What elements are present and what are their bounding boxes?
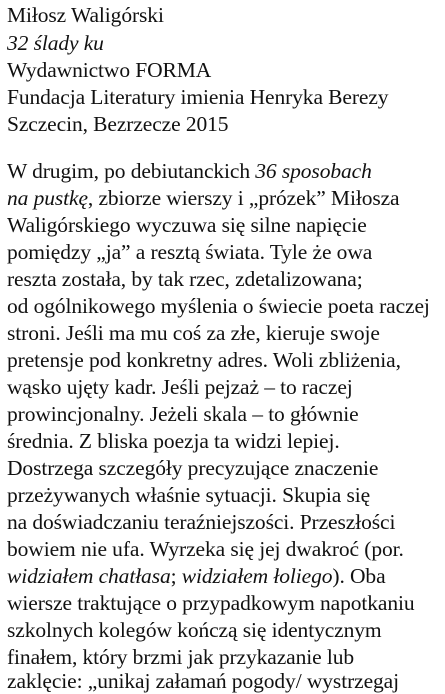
review-line: średnia. Z bliska poezja ta widzi lepiej.: [7, 429, 340, 453]
review-line: zaklęcie: „unikaj załamań pogody/ wystrzegaj: [7, 669, 399, 693]
review-line: pomiędzy „ja” a resztą świata. Tyle że owa: [7, 240, 373, 264]
review-line: prowincjonalny. Jeżeli skala – to głównie: [7, 402, 359, 426]
book-foundation: Fundacja Literatury imienia Henryka Berezy: [7, 85, 389, 109]
review-line: W drugim, po debiutanckich 36 sposobach: [7, 159, 372, 183]
review-line: przeżywanych właśnie sytuacji. Skupia się: [7, 483, 371, 507]
review-line: Waligórskiego wyczuwa się silne napięcie: [7, 213, 367, 237]
book-title-text: 32 ślady ku: [7, 31, 104, 55]
review-line: reszta została, by tak rzec, zdetalizowana;: [7, 267, 363, 291]
book-title: [7, 30, 104, 56]
review-line: wiersze traktujące o przypadkowym napotkaniu: [7, 591, 415, 615]
review-line: na doświadczaniu teraźniejszości. Przeszłości: [7, 510, 396, 534]
review-line: od ogólnikowego myślenia o świecie poeta raczej: [7, 294, 430, 318]
review-line: wąsko ujęty kadr. Jeśli pejzaż – to raczej: [7, 375, 353, 399]
review-line: Dostrzega szczegóły precyzujące znaczenie: [7, 456, 379, 480]
review-line: bowiem nie ufa. Wyrzeka się jej dwakroć (por.: [7, 537, 404, 561]
book-author: Miłosz Waligórski: [7, 3, 164, 27]
review-line: finałem, który brzmi jak przykazanie lub: [7, 645, 355, 669]
review-line: pretensje pod konkretny adres. Woli zbliżenia,: [7, 348, 401, 372]
review-line: szkolnych kolegów kończą się identycznym: [7, 618, 382, 642]
review-line: na pustkę, zbiorze wierszy i „prózek” Miłosza: [7, 186, 400, 210]
review-line: stroni. Jeśli ma mu coś za złe, kieruje swoje: [7, 321, 380, 345]
book-place-year: Szczecin, Bezrzecze 2015: [7, 112, 229, 136]
review-line: widziałem chatłasa; widziałem łoliego). Oba: [7, 564, 386, 588]
book-publisher: Wydawnictwo FORMA: [7, 58, 212, 82]
